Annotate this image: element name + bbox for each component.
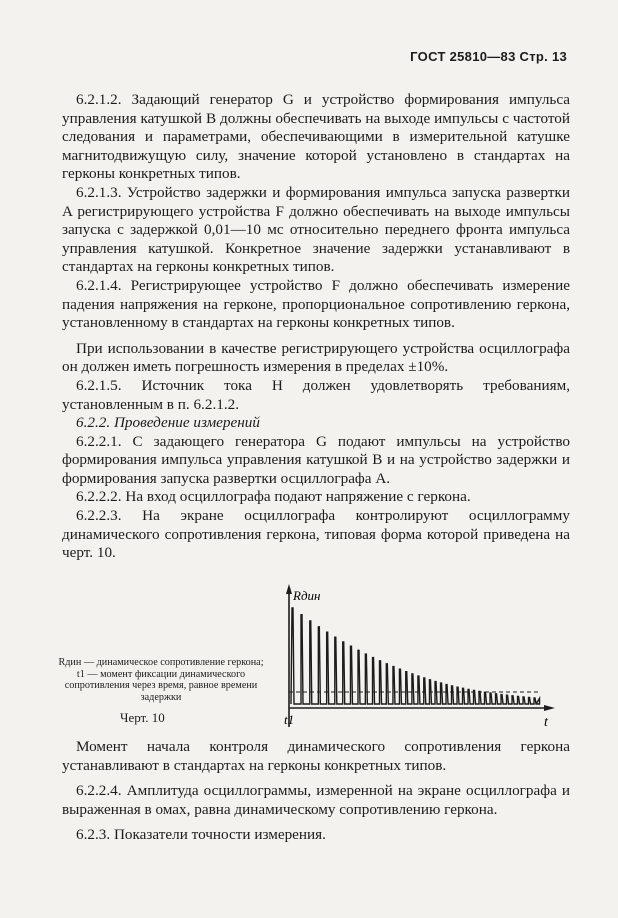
oscillogram-figure	[278, 582, 560, 732]
paragraph: 6.2.1.3. Устройство задержки и формирования импульса запуска развертки A регистрирующего устройства F должно обеспечивать на выходе импульсы запуска с задержкой 0,01—10 мс относительно переднего фронта импульса управления катушкой. Конкретное значение задержки устанавливают в стандартах на герконы конкретных типов.	[62, 183, 570, 276]
x-origin-label: t1	[284, 712, 295, 727]
figure-title: Черт. 10	[120, 710, 165, 725]
paragraph: 6.2.2.4. Амплитуда осциллограммы, измеренной на экране осциллографа и выраженная в омах, равна динамическому сопротивлению геркона.	[62, 782, 570, 818]
paragraph: 6.2.1.2. Задающий генератор G и устройство формирования импульса управления катушкой B должны обеспечивать на выходе импульсы с частотой следования и параметрами, обеспечивающими в измерительной катушке магнитодвижущую силу, значение которой установлено в стандартах на герконы конкретных типов.	[62, 91, 570, 183]
figure-caption: Rдин — динамическое сопротивление геркона; t1 — момент фиксации динамического сопротивления через время, равное времени задержки	[58, 657, 264, 703]
paragraph: При использовании в качестве регистрирующего устройства осциллографа он должен иметь погрешность измерения в пределах ±10%.	[62, 339, 570, 376]
paragraph: 6.2.2.1. С задающего генератора G подают импульсы на устройство формирования импульса управления катушкой B и на устройство задержки и формирования запуска развертки осциллографа A.	[62, 432, 570, 487]
paragraph: 6.2.3. Показатели точности измерения.	[76, 826, 326, 844]
oscillogram-path	[291, 608, 540, 704]
main-text-top	[62, 91, 570, 563]
page-header: ГОСТ 25810—83 Стр. 13	[410, 49, 567, 64]
main-text-bottom	[62, 738, 570, 845]
paragraph: 6.2.1.5. Источник тока H должен удовлетворять требованиям, установленным в п. 6.2.1.2.	[62, 376, 570, 413]
paragraph: Момент начала контроля динамического сопротивления геркона устанавливают в стандартах на герконы конкретных типов.	[62, 738, 570, 774]
x-axis-label: t	[544, 715, 548, 730]
oscillogram-trace	[291, 608, 540, 704]
x-axis-arrow	[544, 705, 555, 711]
section-heading	[62, 414, 570, 433]
paragraph: 6.2.2.3. На экране осциллографа контролируют осциллограмму динамического сопротивления геркона, типовая форма которой приведена на черт. 10.	[62, 507, 570, 562]
paragraph: 6.2.1.4. Регистрирующее устройство F должно обеспечивать измерение падения напряжения на герконе, пропорциональное сопротивлению геркона, установленному в стандартах на герконы конкретных типов.	[62, 276, 570, 332]
paragraph: 6.2.2.2. На вход осциллографа подают напряжение с геркона.	[76, 488, 471, 506]
y-axis-arrow	[286, 584, 292, 594]
section-heading-text: 6.2.2. Проведение измерений	[76, 414, 260, 432]
y-axis-label: Rдин	[293, 588, 321, 603]
